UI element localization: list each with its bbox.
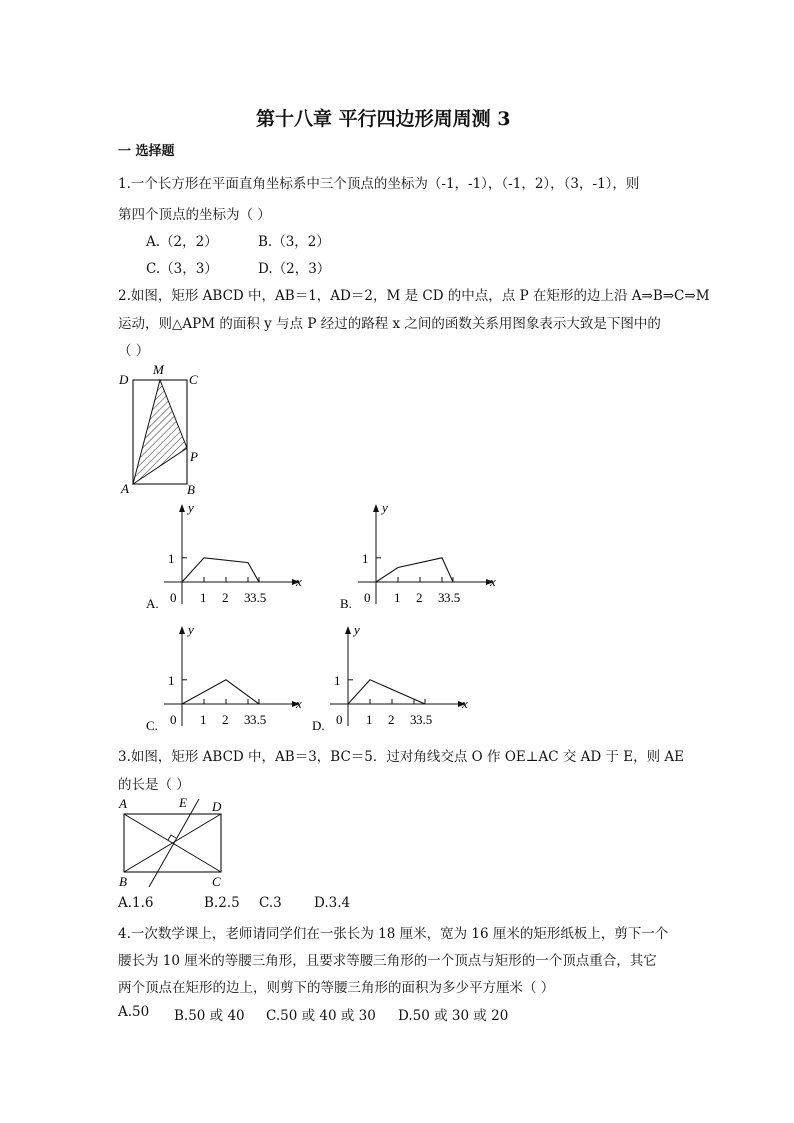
x-tick-label: 3.5: [250, 712, 267, 727]
q3-option-a: A.1.6: [118, 895, 154, 911]
y-axis-label: y: [354, 622, 360, 637]
q3-line2: 的长是（ ）: [118, 777, 190, 793]
label-c: C: [189, 372, 198, 387]
option-letter: D.: [312, 718, 325, 733]
q3-option-d: D.3.4: [314, 895, 351, 911]
label-a: A: [119, 796, 127, 811]
x-tick-label: 2: [222, 712, 229, 727]
q4-option-b: B.50 或 40: [174, 1008, 245, 1024]
label-d: D: [212, 799, 222, 814]
x-tick-label: 3: [410, 712, 417, 727]
x-axis-label: x: [462, 696, 468, 711]
q4-line3: 两个顶点在矩形的边上，则剪下的等腰三角形的面积为多少平方厘米（ ）: [118, 980, 555, 996]
q3-option-c: C.3: [259, 895, 282, 911]
x-tick-label: 3.5: [416, 712, 433, 727]
page-title: 第十八章 平行四边形周周测 3: [256, 108, 511, 130]
y-axis-label: y: [188, 622, 194, 637]
x-axis-label: x: [296, 574, 302, 589]
origin-label: 0: [170, 590, 177, 605]
label-a: A: [121, 481, 129, 496]
x-tick-label: 3: [244, 712, 251, 727]
x-tick-label: 1: [200, 712, 207, 727]
x-tick-label: 3.5: [444, 590, 461, 605]
q4-option-d: D.50 或 30 或 20: [398, 1008, 509, 1024]
option-letter: B.: [340, 596, 352, 611]
y-axis-arrow: [345, 626, 351, 634]
label-e: E: [179, 795, 187, 810]
x-tick-label: 3: [438, 590, 445, 605]
x-axis-label: x: [490, 574, 496, 589]
x-tick-label: 1: [366, 712, 373, 727]
origin-label: 0: [170, 712, 177, 727]
y-axis-arrow: [373, 504, 379, 512]
q3-line1: 3.如图，矩形 ABCD 中，AB＝3，BC＝5．过对角线交点 O 作 OE⊥AC 交 AD 于 E，则 AE: [118, 749, 685, 765]
label-m: M: [153, 362, 164, 377]
q4-option-c: C.50 或 40 或 30: [266, 1008, 376, 1024]
origin-label: 0: [364, 590, 371, 605]
q4-line1: 4.一次数学课上，老师请同学们在一张长为 18 厘米，宽为 16 厘米的矩形纸板上，剪下一个: [118, 926, 669, 942]
line-oe: [149, 799, 199, 887]
q2-line3: （ ）: [118, 343, 150, 359]
y-tick-label: 1: [362, 550, 369, 566]
function-curve: [182, 558, 259, 582]
q1-option-d: D.（2，3）: [258, 261, 331, 277]
graph-option-b: [338, 500, 508, 615]
label-c: C: [212, 874, 221, 889]
function-curve: [376, 558, 453, 582]
q4-option-a: A.50: [118, 1004, 150, 1020]
label-p: P: [190, 449, 198, 464]
triangle-apm: [133, 380, 187, 484]
q1-line2: 第四个顶点的坐标为（ ）: [118, 207, 271, 223]
x-tick-label: 1: [394, 590, 401, 605]
origin-label: 0: [336, 712, 343, 727]
q3-option-b: B.2.5: [204, 895, 240, 911]
label-b: B: [187, 482, 195, 497]
y-axis-arrow: [179, 626, 185, 634]
label-d: D: [119, 372, 129, 387]
y-axis-arrow: [179, 504, 185, 512]
right-angle-mark: [168, 835, 176, 840]
graph-option-a: [144, 500, 314, 615]
x-tick-label: 2: [222, 590, 229, 605]
q2-line1: 2.如图，矩形 ABCD 中，AB＝1，AD＝2，M 是 CD 的中点，点 P 在矩形的边上沿 A⇒B⇒C⇒M: [118, 288, 710, 304]
section-heading: 一 选择题: [118, 144, 175, 159]
label-b: B: [119, 874, 127, 889]
q1-option-b: B.（3，2）: [258, 234, 330, 250]
y-axis-label: y: [382, 500, 388, 515]
x-axis-label: x: [296, 696, 302, 711]
x-tick-label: 2: [416, 590, 423, 605]
q1-option-a: A.（2，2）: [146, 234, 218, 250]
option-letter: C.: [146, 718, 158, 733]
q1-line1: 1.一个长方形在平面直角坐标系中三个顶点的坐标为（-1，-1），（-1，2），（3，-1），则: [118, 176, 640, 192]
y-tick-label: 1: [334, 672, 341, 688]
graph-option-d: [310, 622, 480, 737]
q2-rectangle-figure: [112, 358, 212, 498]
y-axis-label: y: [188, 500, 194, 515]
x-tick-label: 2: [388, 712, 395, 727]
x-tick-label: 1: [200, 590, 207, 605]
x-tick-label: 3.5: [250, 590, 267, 605]
q2-line2: 运动，则△APM 的面积 y 与点 P 经过的路程 x 之间的函数关系用图象表示大致是下图中的: [118, 316, 661, 332]
y-tick-label: 1: [168, 672, 175, 688]
function-curve: [348, 680, 425, 704]
q4-line2: 腰长为 10 厘米的等腰三角形，且要求等腰三角形的一个顶点与矩形的一个顶点重合，其它: [118, 953, 657, 969]
x-tick-label: 3: [244, 590, 251, 605]
q3-rectangle-figure: [112, 794, 242, 892]
graph-option-c: [144, 622, 314, 737]
y-tick-label: 1: [168, 550, 175, 566]
q1-option-c: C.（3，3）: [146, 261, 218, 277]
option-letter: A.: [146, 596, 159, 611]
function-curve: [182, 680, 259, 704]
